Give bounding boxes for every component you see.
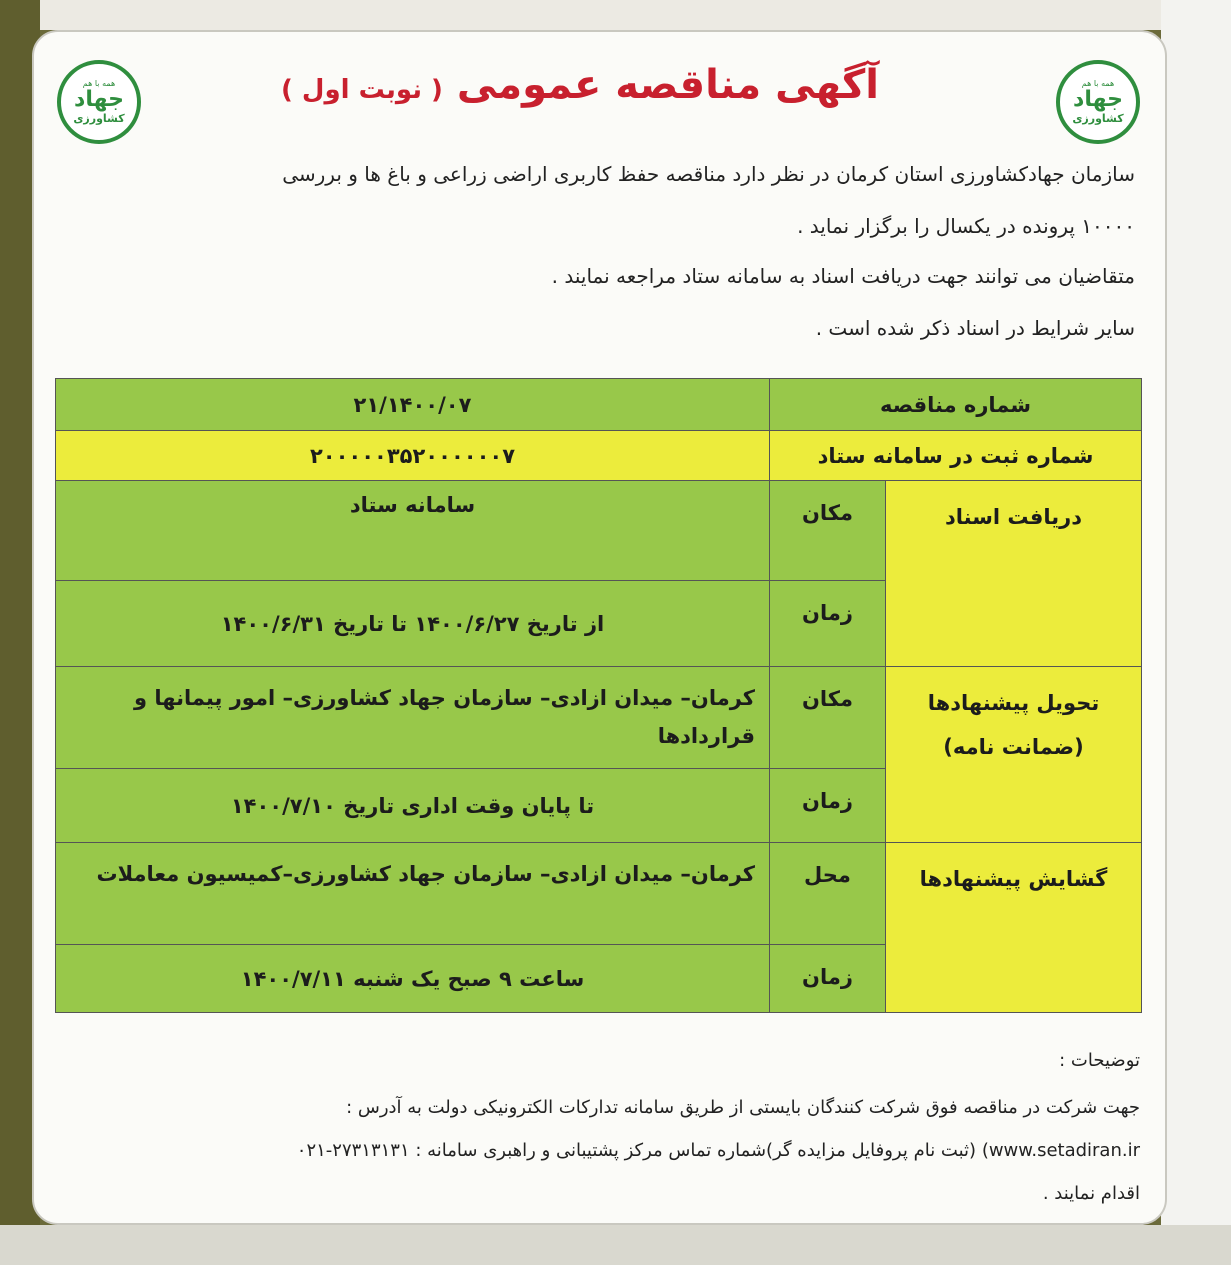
setadiran-link[interactable]: (www.setadiran.ir — [981, 1140, 1140, 1161]
scan-border-bottom — [0, 1225, 1231, 1265]
receive-docs-time-label: زمان — [770, 581, 886, 667]
submit-offers-time-value: تا پایان وقت اداری تاریخ ۱۴۰۰/۷/۱۰ — [56, 769, 770, 843]
receive-docs-section: دریافت اسناد — [886, 481, 1142, 667]
tender-number-label: شماره مناقصه — [770, 379, 1142, 431]
table-row — [56, 379, 1142, 431]
intro-line-1: سازمان جهادکشاورزی استان کرمان در نظر دارد مناقصه حفظ کاربری اراضی زراعی و باغ ها و بررسی — [282, 162, 1135, 186]
logo-text-top: همه با هم — [82, 79, 116, 88]
support-phone: ۰۲۱-۲۷۳۱۳۱۳۱ — [296, 1140, 410, 1161]
submit-offers-title: تحویل پیشنهادها — [927, 691, 1100, 715]
title-main: آگهی مناقصه عمومی — [456, 62, 879, 108]
open-offers-place-value: کرمان– میدان ازادی– سازمان جهاد کشاورزی–کمیسیون معاملات — [56, 843, 770, 945]
jihad-logo-left — [57, 60, 141, 144]
submit-offers-subtitle: (ضمانت نامه) — [943, 735, 1084, 759]
scan-border-right — [1161, 0, 1231, 1265]
notes-heading: توضیحات : — [1059, 1050, 1140, 1071]
tender-number-value: ۲۱/۱۴۰۰/۰۷ — [56, 379, 770, 431]
notes-line-3: اقدام نمایند . — [1042, 1183, 1140, 1204]
intro-line-3: متقاضیان می توانند جهت دریافت اسناد به سامانه ستاد مراجعه نمایند . — [551, 264, 1135, 288]
submit-offers-place-value: کرمان– میدان ازادی– سازمان جهاد کشاورزی– امور پیمانها و قراردادها — [56, 667, 770, 769]
notice-title — [200, 62, 960, 108]
open-offers-time-value: ساعت ۹ صبح یک شنبه ۱۴۰۰/۷/۱۱ — [56, 945, 770, 1013]
table-row — [56, 431, 1142, 481]
receive-docs-time-value: از تاریخ ۱۴۰۰/۶/۲۷ تا تاریخ ۱۴۰۰/۶/۳۱ — [56, 581, 770, 667]
tender-table — [55, 378, 1142, 1013]
open-offers-section: گشایش پیشنهادها — [886, 843, 1142, 1013]
notes-line-2 — [60, 1140, 1140, 1161]
logo-text-bottom: کشاورزی — [1072, 112, 1124, 125]
jihad-logo-right — [1056, 60, 1140, 144]
logo-text-main: جهاد — [74, 87, 124, 112]
logo-text-main: جهاد — [1073, 87, 1123, 112]
notes-line-1: جهت شرکت در مناقصه فوق شرکت کنندگان بایستی از طریق سامانه تدارکات الکترونیکی دولت به آدرس : — [346, 1097, 1140, 1118]
notes-line-2-text: (ثبت نام پروفایل مزایده گر)شماره تماس مرکز پشتیبانی و راهبری سامانه : — [415, 1140, 977, 1161]
registration-value: ۲۰۰۰۰۰۳۵۲۰۰۰۰۰۰۷ — [56, 431, 770, 481]
table-row — [56, 843, 1142, 945]
receive-docs-place-label: مکان — [770, 481, 886, 581]
submit-offers-place-label: مکان — [770, 667, 886, 769]
open-offers-time-label: زمان — [770, 945, 886, 1013]
logo-text-top: همه با هم — [1081, 79, 1115, 88]
title-subtitle: ( نوبت اول ) — [281, 75, 443, 105]
scan-border-top — [0, 0, 1231, 30]
logo-text-bottom: کشاورزی — [73, 112, 125, 125]
table-row — [56, 667, 1142, 769]
intro-line-2: ۱۰۰۰۰ پرونده در یکسال را برگزار نماید . — [797, 214, 1135, 238]
open-offers-place-label: محل — [770, 843, 886, 945]
submit-offers-time-label: زمان — [770, 769, 886, 843]
table-row — [56, 481, 1142, 581]
intro-line-4: سایر شرایط در اسناد ذکر شده است . — [815, 316, 1135, 340]
receive-docs-place-value: سامانه ستاد — [56, 481, 770, 581]
submit-offers-section — [886, 667, 1142, 843]
registration-label: شماره ثبت در سامانه ستاد — [770, 431, 1142, 481]
